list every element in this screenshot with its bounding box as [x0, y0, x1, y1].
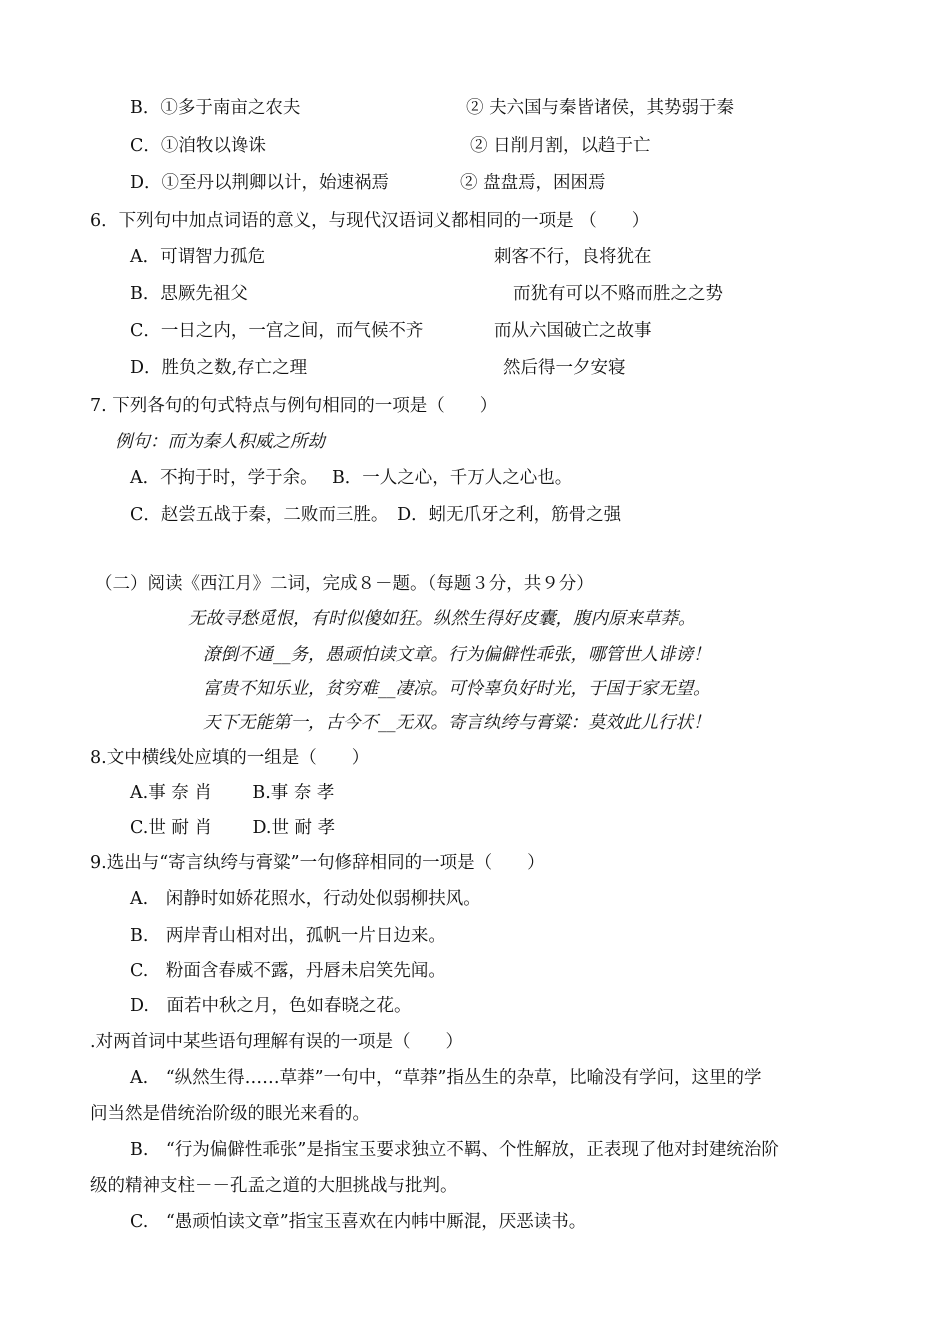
q7-example: 例句：而为秦人积威之所劫 — [115, 432, 325, 452]
q6-option-a-1: A．可谓智力孤危 — [130, 247, 266, 267]
q5-option-d-2: ② 盘盘焉，困困焉 — [460, 173, 606, 193]
q5-option-d-1: D．①至丹以荆卿以计，始速祸焉 — [130, 173, 390, 193]
q6-option-b-2: 而犹有可以不赂而胜之之势 — [513, 284, 723, 304]
q9-option-d: D. 面若中秋之月，色如春晓之花。 — [130, 996, 412, 1016]
q6-option-c-2: 而从六国破亡之故事 — [494, 321, 652, 341]
q6-option-b-1: B．思厥先祖父 — [130, 284, 248, 304]
poem-line: 无故寻愁觅恨，有时似傻如狂。纵然生得好皮囊，腹内原来草莽。 — [188, 609, 696, 629]
q8-options-ab: A.事 奈 肖 B.事 奈 孝 — [130, 783, 335, 803]
poem-line: 潦倒不通__务，愚顽怕读文章。行为偏僻性乖张，哪管世人诽谤！ — [203, 645, 711, 665]
q9-stem: 9.选出与“寄言纨绔与膏粱”一句修辞相同的一项是（ ） — [90, 853, 545, 873]
q7-options-ab: A．不拘于时，学于余。 B．一人之心，千万人之心也。 — [130, 468, 573, 488]
q10-option-a-1: A. “纵然生得……草莽”一句中，“草莽”指丛生的杂草，比喻没有学问，这里的学 — [130, 1068, 762, 1088]
q10-stem: .对两首词中某些语句理解有误的一项是（ ） — [90, 1032, 464, 1052]
q9-option-a: A. 闲静时如娇花照水，行动处似弱柳扶风。 — [130, 889, 481, 909]
q10-option-c: C. “愚顽怕读文章”指宝玉喜欢在内帏中厮混，厌恶读书。 — [130, 1212, 587, 1232]
q5-option-b-2: ② 夫六国与秦皆诸侯，其势弱于秦 — [466, 98, 735, 118]
q10-option-b-1: B. “行为偏僻性乖张”是指宝玉要求独立不羁、个性解放，正表现了他对封建统治阶 — [130, 1140, 779, 1160]
poem-line: 富贵不知乐业，贫穷难__凄凉。可怜辜负好时光，于国于家无望。 — [203, 679, 711, 699]
q9-option-b: B. 两岸青山相对出，孤帆一片日边来。 — [130, 926, 446, 946]
q6-option-c-1: C．一日之内，一宫之间，而气候不齐 — [130, 321, 424, 341]
q6-option-d-1: D．胜负之数,存亡之理 — [130, 358, 308, 378]
q7-stem: 7. 下列各句的句式特点与例句相同的一项是（ ） — [90, 396, 498, 416]
q10-option-b-2: 级的精神支柱－－孔孟之道的大胆挑战与批判。 — [90, 1176, 458, 1196]
poem-line: 天下无能第一，古今不__无双。寄言纨绔与膏粱：莫效此儿行状！ — [203, 713, 711, 733]
q8-options-cd: C.世 耐 肖 D.世 耐 孝 — [130, 818, 336, 838]
q5-option-c-2: ② 日削月割，以趋于亡 — [470, 136, 651, 156]
q6-option-a-2: 刺客不行，良将犹在 — [494, 247, 652, 267]
q10-option-a-2: 问当然是借统治阶级的眼光来看的。 — [90, 1104, 370, 1124]
q8-stem: 8.文中横线处应填的一组是（ ） — [90, 748, 370, 768]
section-heading: （二）阅读《西江月》二词，完成８－题。（每题３分，共９分） — [95, 574, 594, 594]
q5-option-b-1: B．①多于南亩之农夫 — [130, 98, 301, 118]
q7-options-cd: C．赵尝五战于秦，二败而三胜。 D．蚓无爪牙之利，筋骨之强 — [130, 505, 622, 525]
q6-stem: 6．下列句中加点词语的意义，与现代汉语词义都相同的一项是 （ ） — [90, 211, 650, 231]
q9-option-c: C. 粉面含春威不露，丹唇未启笑先闻。 — [130, 961, 446, 981]
q5-option-c-1: C．①洎牧以谗诛 — [130, 136, 266, 156]
q6-option-d-2: 然后得一夕安寝 — [503, 358, 626, 378]
